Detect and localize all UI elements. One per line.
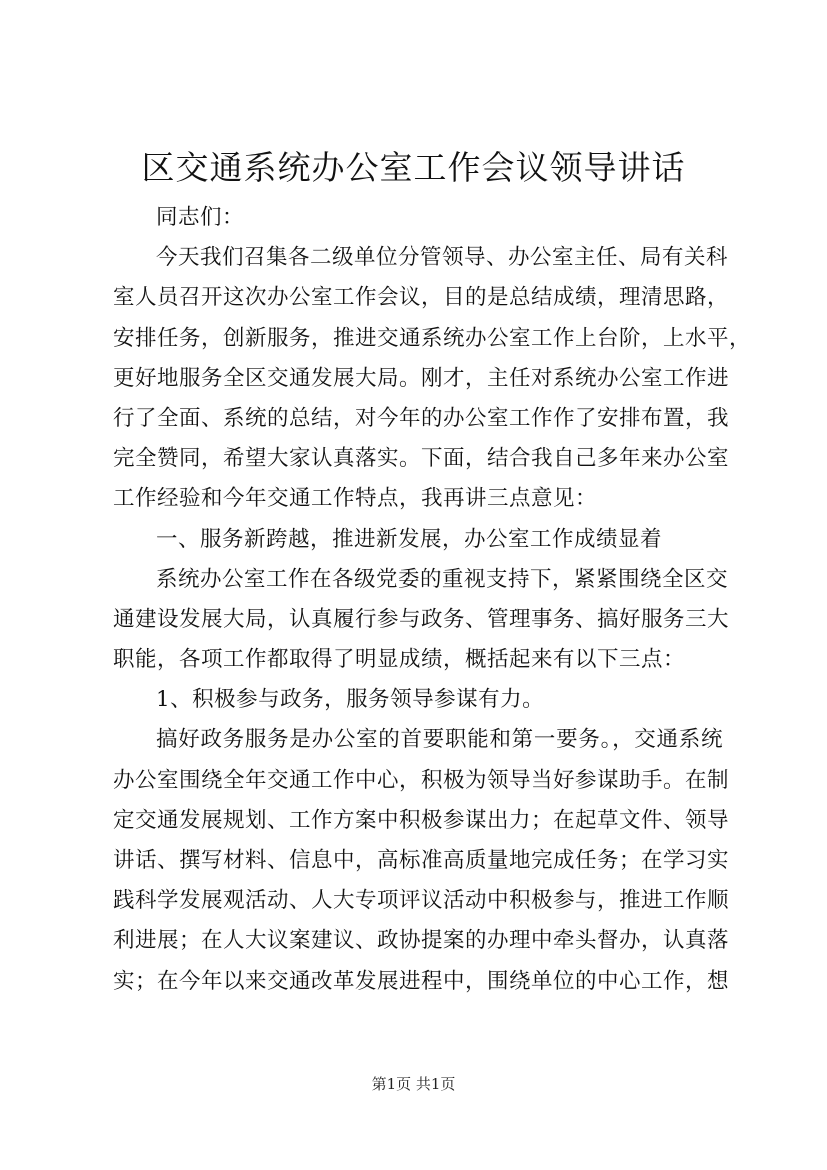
- document-title: 区交通系统办公室工作会议领导讲话: [141, 148, 686, 187]
- paragraph-line: 更好地服务全区交通发展大局。刚才，主任对系统办公室工作进: [113, 365, 730, 391]
- paragraph-line: 行了全面、系统的总结，对今年的办公室工作作了安排布置，我: [113, 405, 730, 431]
- paragraph-line: 今天我们召集各二级单位分管领导、办公室主任、局有关科: [156, 245, 729, 271]
- subsection-heading: 1、积极参与政务，服务领导参谋有力。: [156, 687, 545, 713]
- section-heading: 一、服务新跨越，推进新发展，办公室工作成绩显着: [156, 526, 663, 552]
- paragraph-line: 践科学发展观活动、人大专项评议活动中积极参与，推进工作顺: [113, 888, 730, 914]
- document-body: [113, 198, 752, 1002]
- paragraph-line: 定交通发展规划、工作方案中积极参谋出力；在起草文件、领导: [113, 807, 730, 833]
- paragraph-line: 搞好政务服务是办公室的首要职能和第一要务。，交通系统: [156, 727, 723, 753]
- paragraph-line: 通建设发展大局，认真履行参与政务、管理事务、搞好服务三大: [113, 606, 730, 632]
- paragraph-line: 实；在今年以来交通改革发展进程中，围绕单位的中心工作，想: [113, 968, 730, 994]
- paragraph-line: 职能，各项工作都取得了明显成绩，概括起来有以下三点：: [113, 647, 686, 673]
- paragraph-line: 办公室围绕全年交通工作中心，积极为领导当好参谋助手。在制: [113, 767, 730, 793]
- paragraph-line: 完全赞同，希望大家认真落实。下面，结合我自己多年来办公室: [113, 446, 730, 472]
- paragraph-line: 系统办公室工作在各级党委的重视支持下，紧紧围绕全区交: [156, 566, 729, 592]
- paragraph-line: 利进展；在人大议案建议、政协提案的办理中牵头督办，认真落: [113, 928, 730, 954]
- page-footer: 第1页 共1页: [371, 1075, 456, 1093]
- paragraph-line: 工作经验和今年交通工作特点，我再讲三点意见：: [113, 486, 598, 512]
- paragraph-line: 安排任务，创新服务，推进交通系统办公室工作上台阶，上水平，: [113, 325, 752, 351]
- salutation-line: 同志们：: [156, 205, 245, 230]
- paragraph-line: 讲话、撰写材料、信息中，高标准高质量地完成任务；在学习实: [113, 848, 730, 873]
- paragraph-line: 室人员召开这次办公室工作会议，目的是总结成绩，理清思路，: [113, 285, 730, 311]
